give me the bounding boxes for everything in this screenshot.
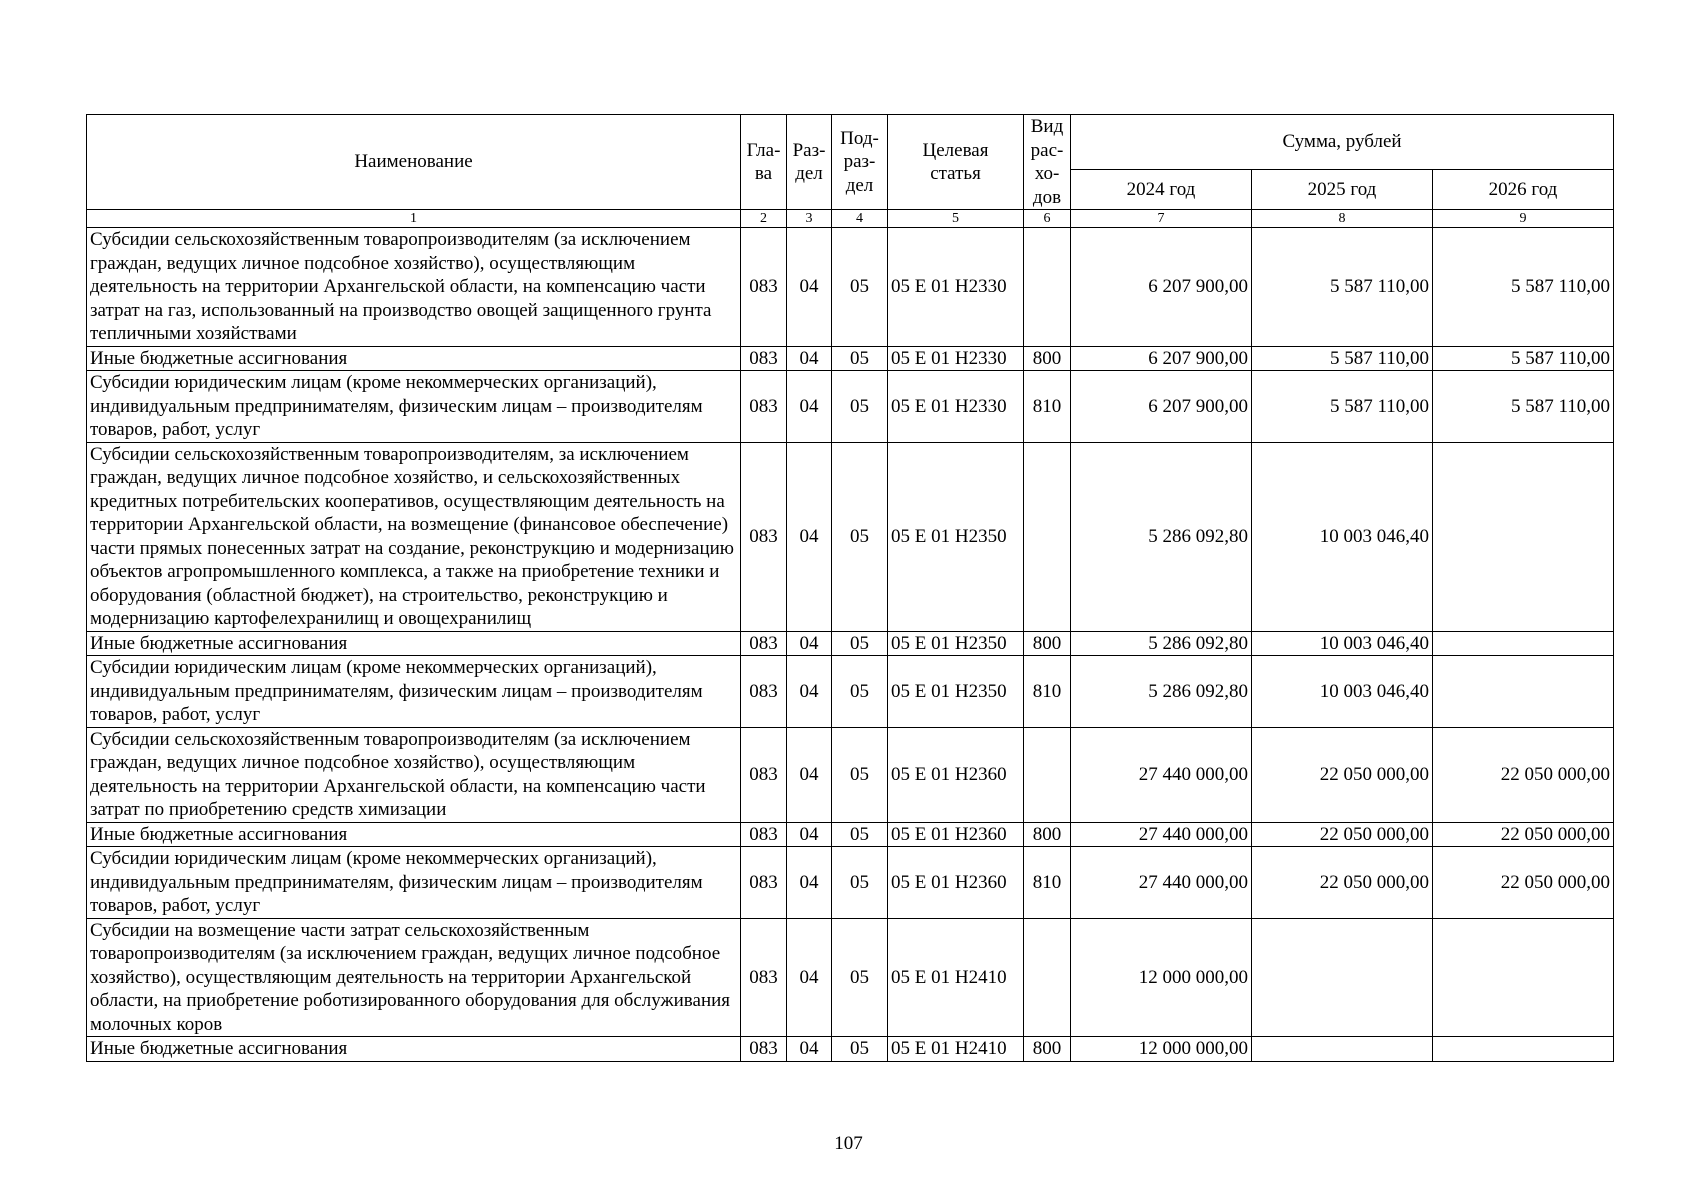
row-chapter: 083 [741,656,787,728]
row-name: Иные бюджетные ассигнования [87,1037,741,1062]
row-name: Иные бюджетные ассигнования [87,346,741,371]
row-subsection: 05 [832,656,888,728]
row-subsection: 05 [832,228,888,347]
row-subsection: 05 [832,822,888,847]
row-target: 05 Е 01 Н2350 [888,442,1024,631]
row-sum-2024: 5 286 092,80 [1071,442,1252,631]
table-row [87,228,1614,347]
row-sum-2026: 22 050 000,00 [1433,847,1614,919]
column-index: 2 [741,210,787,228]
row-section: 04 [787,371,832,443]
header-year-2026: 2026 год [1433,170,1614,210]
row-sum-2025: 5 587 110,00 [1252,371,1433,443]
row-name: Субсидии на возмещение части затрат сельскохозяйственным товаропроизводителям (за исключением граждан, ведущих личное подсобное хозяйство), осуществляющим деятельность на территории Архангельской области, на приобретение роботизированного оборудования для обслуживания молочных коров [87,918,741,1037]
row-sum-2025: 10 003 046,40 [1252,656,1433,728]
row-target: 05 Е 01 Н2330 [888,346,1024,371]
row-section: 04 [787,228,832,347]
column-index: 8 [1252,210,1433,228]
header-expense-type: Вид рас- хо- дов [1024,115,1071,210]
row-name: Субсидии юридическим лицам (кроме некоммерческих организаций), индивидуальным предпринимателям, физическим лицам – производителям товаров, работ, услуг [87,847,741,919]
row-sum-2025: 10 003 046,40 [1252,631,1433,656]
table-header [87,115,1614,228]
row-sum-2025: 22 050 000,00 [1252,822,1433,847]
row-sum-2026: 22 050 000,00 [1433,822,1614,847]
row-sum-2026: 5 587 110,00 [1433,228,1614,347]
table-row [87,918,1614,1037]
row-chapter: 083 [741,1037,787,1062]
row-sum-2024: 12 000 000,00 [1071,1037,1252,1062]
row-expense-type: 800 [1024,631,1071,656]
row-expense-type: 800 [1024,822,1071,847]
column-index: 5 [888,210,1024,228]
column-index: 6 [1024,210,1071,228]
row-sum-2026: 22 050 000,00 [1433,727,1614,822]
row-name: Иные бюджетные ассигнования [87,631,741,656]
header-sum: Сумма, рублей [1071,115,1614,170]
column-index: 1 [87,210,741,228]
column-index: 7 [1071,210,1252,228]
budget-table [86,114,1614,1062]
budget-document [86,114,1613,1062]
row-name: Иные бюджетные ассигнования [87,822,741,847]
table-row [87,631,1614,656]
row-sum-2026 [1433,918,1614,1037]
row-subsection: 05 [832,631,888,656]
row-target: 05 Е 01 Н2410 [888,1037,1024,1062]
row-sum-2026 [1433,442,1614,631]
table-row [87,371,1614,443]
row-expense-type [1024,727,1071,822]
header-target: Целевая статья [888,115,1024,210]
row-subsection: 05 [832,346,888,371]
row-chapter: 083 [741,228,787,347]
row-target: 05 Е 01 Н2350 [888,631,1024,656]
row-chapter: 083 [741,727,787,822]
row-sum-2024: 6 207 900,00 [1071,346,1252,371]
header-name: Наименование [87,115,741,210]
row-sum-2025 [1252,1037,1433,1062]
column-index: 3 [787,210,832,228]
row-sum-2025: 22 050 000,00 [1252,847,1433,919]
row-sum-2024: 6 207 900,00 [1071,228,1252,347]
row-sum-2026: 5 587 110,00 [1433,371,1614,443]
row-expense-type: 810 [1024,847,1071,919]
row-section: 04 [787,346,832,371]
row-target: 05 Е 01 Н2330 [888,228,1024,347]
row-expense-type: 800 [1024,1037,1071,1062]
header-subsection: Под- раз- дел [832,115,888,210]
row-sum-2025 [1252,918,1433,1037]
row-name: Субсидии юридическим лицам (кроме некоммерческих организаций), индивидуальным предпринимателям, физическим лицам – производителям товаров, работ, услуг [87,371,741,443]
row-sum-2024: 27 440 000,00 [1071,727,1252,822]
row-section: 04 [787,631,832,656]
row-chapter: 083 [741,442,787,631]
row-sum-2025: 5 587 110,00 [1252,346,1433,371]
row-sum-2026 [1433,1037,1614,1062]
row-subsection: 05 [832,371,888,443]
row-sum-2025: 22 050 000,00 [1252,727,1433,822]
row-name: Субсидии юридическим лицам (кроме некоммерческих организаций), индивидуальным предпринимателям, физическим лицам – производителям товаров, работ, услуг [87,656,741,728]
row-section: 04 [787,918,832,1037]
row-target: 05 Е 01 Н2360 [888,847,1024,919]
table-body [87,228,1614,1062]
header-section: Раз- дел [787,115,832,210]
row-target: 05 Е 01 Н2360 [888,822,1024,847]
row-chapter: 083 [741,918,787,1037]
column-index-row [87,210,1614,228]
row-target: 05 Е 01 Н2360 [888,727,1024,822]
row-expense-type [1024,442,1071,631]
row-section: 04 [787,822,832,847]
table-row [87,822,1614,847]
table-row [87,346,1614,371]
row-target: 05 Е 01 Н2410 [888,918,1024,1037]
row-chapter: 083 [741,822,787,847]
row-subsection: 05 [832,442,888,631]
row-sum-2026 [1433,656,1614,728]
row-subsection: 05 [832,727,888,822]
row-target: 05 Е 01 Н2350 [888,656,1024,728]
row-name: Субсидии сельскохозяйственным товаропроизводителям, за исключением граждан, ведущих личное подсобное хозяйство, и сельскохозяйственных кредитных потребительских кооперативов, осуществляющим деятельность на территории Архангельской области, на возмещение (финансовое обеспечение) части прямых понесенных затрат на создание, реконструкцию и модернизацию объектов агропромышленного комплекса, а также на приобретение техники и оборудования (областной бюджет), на строительство, реконструкцию и модернизацию картофелехранилищ и овощехранилищ [87,442,741,631]
row-subsection: 05 [832,847,888,919]
row-section: 04 [787,1037,832,1062]
column-index: 9 [1433,210,1614,228]
row-chapter: 083 [741,631,787,656]
row-sum-2024: 6 207 900,00 [1071,371,1252,443]
row-sum-2024: 12 000 000,00 [1071,918,1252,1037]
table-row [87,847,1614,919]
row-sum-2024: 5 286 092,80 [1071,631,1252,656]
row-chapter: 083 [741,371,787,443]
row-section: 04 [787,656,832,728]
row-sum-2024: 5 286 092,80 [1071,656,1252,728]
row-name: Субсидии сельскохозяйственным товаропроизводителям (за исключением граждан, ведущих личное подсобное хозяйство), осуществляющим деятельность на территории Архангельской области, на компенсацию части затрат на газ, использованный на производство овощей защищенного грунта тепличными хозяйствами [87,228,741,347]
row-subsection: 05 [832,1037,888,1062]
row-target: 05 Е 01 Н2330 [888,371,1024,443]
row-sum-2026: 5 587 110,00 [1433,346,1614,371]
table-row [87,727,1614,822]
row-sum-2025: 5 587 110,00 [1252,228,1433,347]
row-sum-2026 [1433,631,1614,656]
table-row [87,442,1614,631]
row-expense-type: 810 [1024,371,1071,443]
page-number: 107 [834,1133,863,1154]
row-expense-type [1024,918,1071,1037]
row-sum-2025: 10 003 046,40 [1252,442,1433,631]
row-expense-type: 810 [1024,656,1071,728]
table-row [87,1037,1614,1062]
column-index: 4 [832,210,888,228]
row-chapter: 083 [741,847,787,919]
row-section: 04 [787,727,832,822]
row-section: 04 [787,442,832,631]
row-subsection: 05 [832,918,888,1037]
header-chapter: Гла- ва [741,115,787,210]
row-sum-2024: 27 440 000,00 [1071,847,1252,919]
row-sum-2024: 27 440 000,00 [1071,822,1252,847]
row-expense-type [1024,228,1071,347]
row-name: Субсидии сельскохозяйственным товаропроизводителям (за исключением граждан, ведущих личное подсобное хозяйство), осуществляющим деятельность на территории Архангельской области, на компенсацию части затрат по приобретению средств химизации [87,727,741,822]
table-row [87,656,1614,728]
row-section: 04 [787,847,832,919]
row-chapter: 083 [741,346,787,371]
header-year-2024: 2024 год [1071,170,1252,210]
header-year-2025: 2025 год [1252,170,1433,210]
row-expense-type: 800 [1024,346,1071,371]
